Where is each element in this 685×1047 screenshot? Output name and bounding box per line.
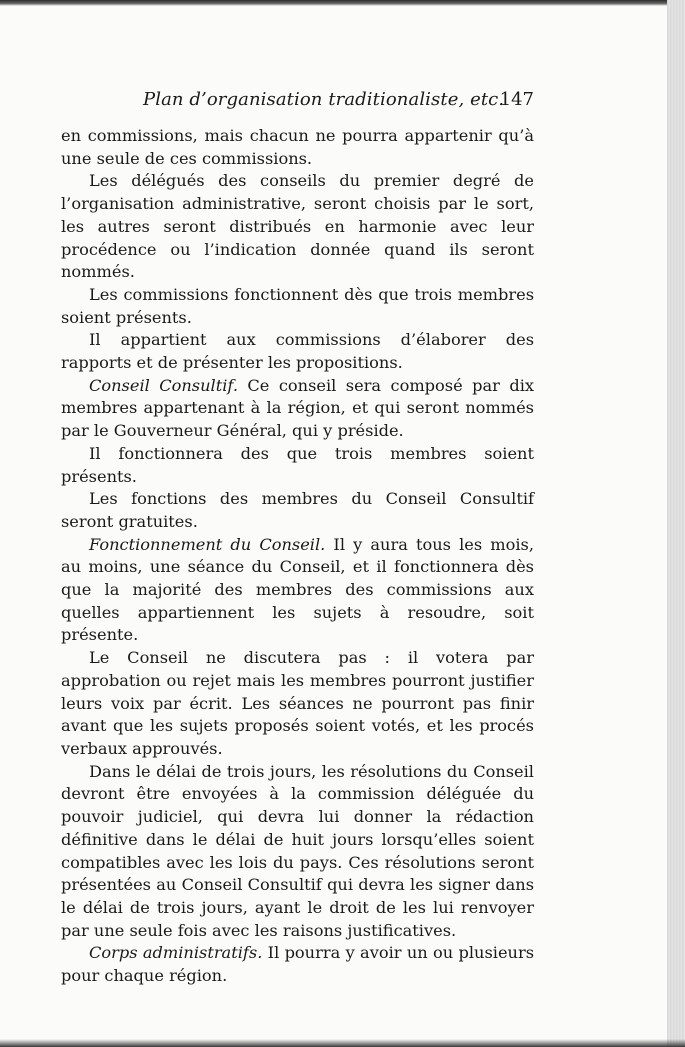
paragraph-text: Il y aura tous les mois, au moins, une séance du Conseil, et il fonctionnera dès que la majorité des membres des commissions aux quelles appartiennent les sujets à resoudre, soit présente. [61,534,535,645]
page-bottom-shadow [0,1039,685,1047]
paragraph-text: Les fonctions des membres du Conseil Consultif seront gratuites. [61,489,534,531]
paragraph-2 [61,170,534,284]
paragraph-11 [61,942,534,987]
paragraph-5 [61,375,534,443]
paragraph-text: Les délégués des conseils du premier degré de l’organisation administrative, seront choisis par le sort, les autres seront distribués en harmonie avec leur procédence ou l’indication donnée quand ils seront nommés. [61,171,534,282]
page-edge-stack [667,0,685,1047]
paragraph-text: Il fonctionnera des que trois membres soient présents. [61,443,534,486]
paragraph-8 [61,534,534,648]
body-text [61,125,534,988]
running-header [143,86,538,116]
paragraph-10 [61,761,534,943]
page-number: 147 [499,89,534,110]
section-heading-conseil-consultif: Conseil Consultif. [89,375,238,395]
paragraph-text: Il pourra y avoir un ou plusieurs pour chaque région. [61,943,535,986]
paragraph-6 [61,443,534,488]
paragraph-4 [61,329,534,374]
paragraph-text: Il appartient aux commissions d’élaborer des rapports et de présenter les propositions. [61,330,534,373]
paragraph-text: Le Conseil ne discutera pas : il votera par approbation ou rejet mais les membres pourront justifier leurs voix par écrit. Les séances ne pourront pas finir avant que les sujets proposés soient votés, et les procés verbaux approuvés. [61,648,534,758]
paragraph-1 [61,125,534,170]
running-title: Plan d’organisation traditionaliste, etc. [143,89,505,110]
section-heading-corps-administratifs: Corps administratifs. [89,943,263,963]
page-top-shadow [0,0,685,6]
paragraph-text: Ce conseil sera composé par dix membres appartenant à la région, et qui seront nommés par le Gouverneur Général, qui y préside. [61,375,534,441]
paragraph-9 [61,647,534,761]
section-heading-fonctionnement: Fonctionnement du Conseil. [89,534,326,554]
paragraph-text: Les commissions fonctionnent dès que trois membres soient présents. [61,284,534,327]
paragraph-text: en commissions, mais chacun ne pourra appartenir qu’à une seule de ces commissions. [61,126,534,168]
paragraph-text: Dans le délai de trois jours, les résolutions du Conseil devront être envoyées à la commission déléguée du pouvoir judiciel, qui devra lui donner la rédaction définitive dans le délai de huit jours lorsqu’elles soient compatibles avec les lois du pays. Ces résolutions seront présentées au Conseil Consultif qui devra les signer dans le délai de trois jours, ayant le droit de les lui renvoyer par une seule fois avec les raisons justificatives. [61,761,534,940]
paragraph-3 [61,284,534,329]
paragraph-7 [61,488,534,533]
